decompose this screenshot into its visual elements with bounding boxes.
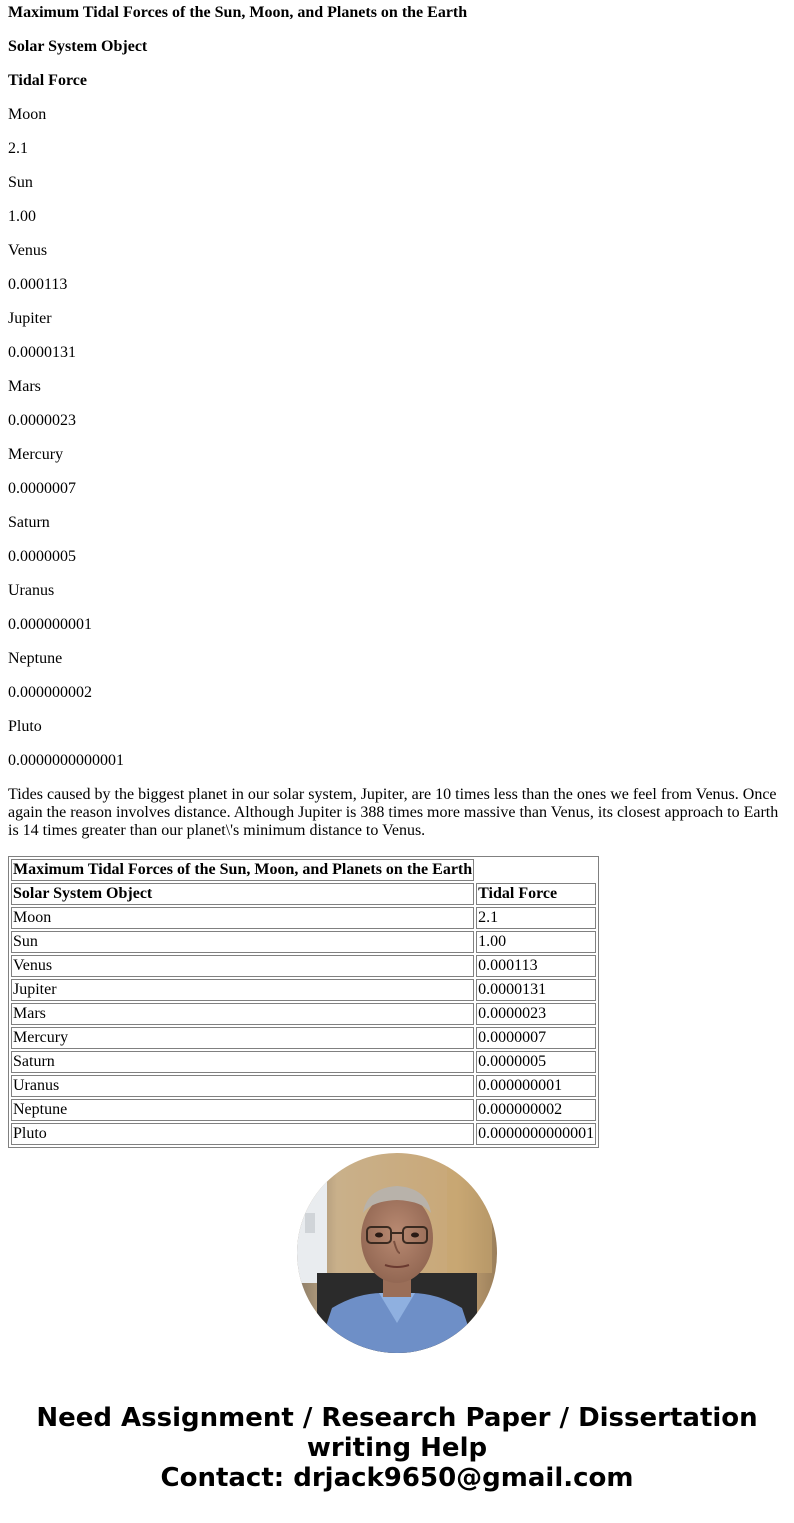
contact-email: Contact: drjack9650@gmail.com (160, 1463, 634, 1493)
cell-force: 0.0000023 (476, 1003, 596, 1025)
table-title-row (11, 859, 596, 881)
table-empty-cell (476, 859, 596, 881)
table-row (11, 931, 596, 953)
contact-banner (0, 1403, 794, 1493)
table-row (11, 1123, 596, 1145)
table-row (11, 1051, 596, 1073)
table-row (11, 1099, 596, 1121)
cell-object: Mercury (11, 1027, 474, 1049)
column-header-object: Solar System Object (11, 883, 474, 905)
list-item: 0.000000002 (8, 684, 92, 701)
column-header-force: Tidal Force (476, 883, 596, 905)
author-avatar (297, 1153, 497, 1353)
list-item: Jupiter (8, 310, 52, 327)
cell-force: 0.0000007 (476, 1027, 596, 1049)
cell-object: Mars (11, 1003, 474, 1025)
list-item: Neptune (8, 650, 63, 667)
cell-force: 0.0000000000001 (476, 1123, 596, 1145)
list-title: Maximum Tidal Forces of the Sun, Moon, and Planets on the Earth (8, 4, 468, 21)
cell-object: Neptune (11, 1099, 474, 1121)
cell-force: 0.0000131 (476, 979, 596, 1001)
cell-force: 0.0000005 (476, 1051, 596, 1073)
list-item: Venus (8, 242, 48, 259)
table-title-cell: Maximum Tidal Forces of the Sun, Moon, and Planets on the Earth (11, 859, 474, 881)
body-paragraph: Tides caused by the biggest planet in our solar system, Jupiter, are 10 times less than the ones we feel from Venus. Once again the reason involves distance. Although Jupiter is 388 times more massive than Venus, its closest approach to Earth is 14 times greater than our planet\'s minimum distance to Venus. (8, 786, 779, 839)
list-header-force: Tidal Force (8, 72, 87, 89)
list-item: 2.1 (8, 140, 28, 157)
list-item: 0.000113 (8, 276, 68, 293)
list-item: 0.000000001 (8, 616, 92, 633)
cell-object: Pluto (11, 1123, 474, 1145)
list-item: 0.0000005 (8, 548, 76, 565)
cell-object: Sun (11, 931, 474, 953)
cell-force: 1.00 (476, 931, 596, 953)
cell-object: Moon (11, 907, 474, 929)
tidal-force-table (8, 856, 599, 1148)
table-row (11, 979, 596, 1001)
list-item: 1.00 (8, 208, 36, 225)
list-item: Pluto (8, 718, 42, 735)
cell-force: 0.000000002 (476, 1099, 596, 1121)
help-heading: Need Assignment / Research Paper / Dissertation writing Help (36, 1403, 758, 1463)
list-item: 0.0000023 (8, 412, 76, 429)
list-item: 0.0000007 (8, 480, 76, 497)
list-item: Sun (8, 174, 33, 191)
list-item: Mercury (8, 446, 64, 463)
cell-object: Saturn (11, 1051, 474, 1073)
table-row (11, 1027, 596, 1049)
table-header-row (11, 883, 596, 905)
table-row (11, 907, 596, 929)
list-item: Saturn (8, 514, 50, 531)
table-row (11, 1075, 596, 1097)
cell-force: 2.1 (476, 907, 596, 929)
cell-force: 0.000113 (476, 955, 596, 977)
author-portrait-image (297, 1153, 497, 1353)
list-item: Uranus (8, 582, 55, 599)
document-body (8, 0, 786, 1148)
list-header-object: Solar System Object (8, 38, 148, 55)
cell-force: 0.000000001 (476, 1075, 596, 1097)
list-item: 0.0000131 (8, 344, 76, 361)
cell-object: Uranus (11, 1075, 474, 1097)
table-row (11, 1003, 596, 1025)
list-item: 0.0000000000001 (8, 752, 124, 769)
list-item: Mars (8, 378, 41, 395)
table-row (11, 955, 596, 977)
cell-object: Venus (11, 955, 474, 977)
cell-object: Jupiter (11, 979, 474, 1001)
list-item: Moon (8, 106, 47, 123)
